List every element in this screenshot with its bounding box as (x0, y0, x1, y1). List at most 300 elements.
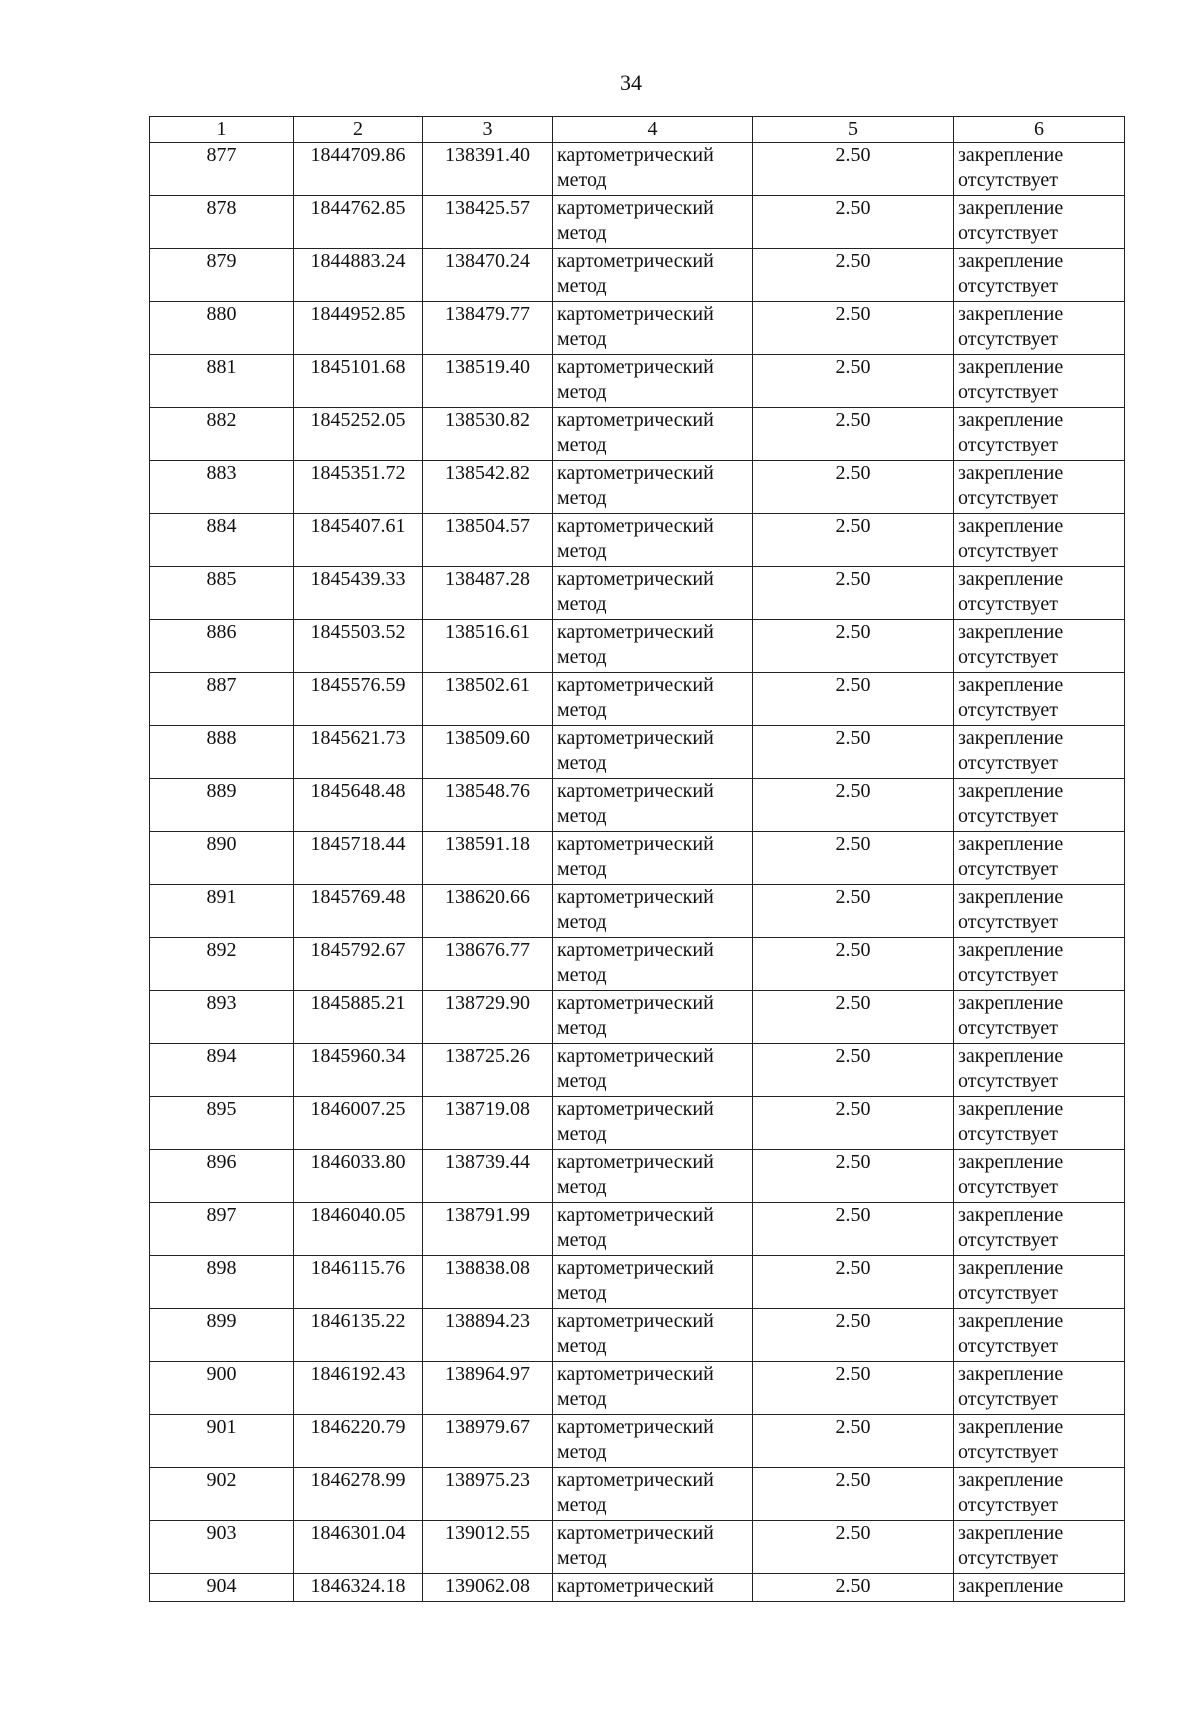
table-row (150, 1044, 1125, 1097)
coordinate-x-line: 1846007.25 (310, 1098, 406, 1120)
coordinate-x (294, 726, 423, 779)
fixing-description (954, 514, 1125, 567)
fixing-description-line: закрепление (958, 886, 1064, 908)
fixing-description-line: закрепление (958, 1522, 1064, 1544)
accuracy-line: 2.50 (835, 356, 871, 378)
coordinate-x-line: 1845885.21 (310, 992, 406, 1014)
coordinate-x (294, 832, 423, 885)
coordinate-x-line: 1846301.04 (310, 1522, 406, 1544)
point-number (150, 249, 294, 302)
accuracy (753, 302, 954, 355)
point-number (150, 1574, 294, 1602)
fixing-description-line: отсутствует (958, 858, 1059, 880)
coordinate-y (423, 196, 553, 249)
point-number-line: 880 (206, 303, 237, 325)
determination-method-line: картометрический (557, 1257, 714, 1279)
point-number (150, 355, 294, 408)
determination-method-line: метод (557, 699, 607, 721)
point-number-line: 896 (206, 1151, 237, 1173)
fixing-description-line: закрепление (958, 409, 1064, 431)
fixing-description-line: закрепление (958, 1469, 1064, 1491)
determination-method-line: картометрический (557, 1151, 714, 1173)
determination-method-line: картометрический (557, 992, 714, 1014)
determination-method (553, 885, 753, 938)
accuracy-line: 2.50 (835, 674, 871, 696)
coordinate-x (294, 196, 423, 249)
point-number-line: 886 (206, 621, 237, 643)
coordinate-y-line: 138725.26 (445, 1045, 530, 1067)
determination-method-line: метод (557, 328, 607, 350)
fixing-description (954, 832, 1125, 885)
coordinate-y-line: 138542.82 (445, 462, 530, 484)
determination-method (553, 832, 753, 885)
determination-method (553, 726, 753, 779)
determination-method-line: картометрический (557, 1416, 714, 1438)
fixing-description-line: закрепление (958, 515, 1064, 537)
table-row (150, 408, 1125, 461)
coordinate-y-line: 138470.24 (445, 250, 530, 272)
accuracy-line: 2.50 (835, 1469, 871, 1491)
coordinate-x-line: 1845503.52 (310, 621, 406, 643)
point-number-line: 884 (206, 515, 237, 537)
fixing-description-line: отсутствует (958, 752, 1059, 774)
point-number-line: 890 (206, 833, 237, 855)
coordinate-y (423, 514, 553, 567)
accuracy (753, 620, 954, 673)
determination-method-line: картометрический (557, 674, 714, 696)
coordinate-y-line: 138487.28 (445, 568, 530, 590)
coordinate-x-line: 1846040.05 (310, 1204, 406, 1226)
point-number-line: 898 (206, 1257, 237, 1279)
accuracy (753, 1203, 954, 1256)
point-number (150, 1097, 294, 1150)
coordinate-x (294, 938, 423, 991)
determination-method-line: картометрический (557, 1522, 714, 1544)
coordinate-x-line: 1845351.72 (310, 462, 406, 484)
coordinate-x (294, 143, 423, 196)
accuracy-line: 2.50 (835, 1310, 871, 1332)
point-number (150, 991, 294, 1044)
coordinate-y (423, 408, 553, 461)
coordinate-x (294, 620, 423, 673)
table-row (150, 1415, 1125, 1468)
fixing-description-line: закрепление (958, 1416, 1064, 1438)
determination-method-line: метод (557, 805, 607, 827)
point-number (150, 1150, 294, 1203)
coordinate-x (294, 1521, 423, 1574)
determination-method (553, 1574, 753, 1602)
coordinate-y-line: 138729.90 (445, 992, 530, 1014)
coordinate-y (423, 1097, 553, 1150)
determination-method-line: картометрический (557, 1363, 714, 1385)
accuracy-line: 2.50 (835, 462, 871, 484)
table-row (150, 355, 1125, 408)
table-row (150, 673, 1125, 726)
coordinate-x (294, 1097, 423, 1150)
table-row (150, 832, 1125, 885)
coordinate-y (423, 726, 553, 779)
accuracy (753, 1150, 954, 1203)
determination-method-line: метод (557, 169, 607, 191)
determination-method (553, 249, 753, 302)
point-number (150, 726, 294, 779)
coordinate-x-line: 1845576.59 (310, 674, 406, 696)
accuracy-line: 2.50 (835, 833, 871, 855)
point-number-line: 883 (206, 462, 237, 484)
table-body (150, 143, 1125, 1602)
fixing-description-line: отсутствует (958, 222, 1059, 244)
fixing-description-line: закрепление (958, 144, 1064, 166)
accuracy-line: 2.50 (835, 1416, 871, 1438)
determination-method-line: картометрический (557, 515, 714, 537)
header-cell: 4 (553, 117, 753, 143)
coordinate-x-line: 1844883.24 (310, 250, 406, 272)
table-row (150, 1097, 1125, 1150)
point-number (150, 1415, 294, 1468)
table-row (150, 1150, 1125, 1203)
determination-method-line: метод (557, 911, 607, 933)
fixing-description-line: закрепление (958, 992, 1064, 1014)
determination-method-line: метод (557, 381, 607, 403)
fixing-description-line: отсутствует (958, 487, 1059, 509)
determination-method (553, 196, 753, 249)
accuracy-line: 2.50 (835, 886, 871, 908)
accuracy (753, 1309, 954, 1362)
coordinate-y-line: 138838.08 (445, 1257, 530, 1279)
accuracy (753, 514, 954, 567)
fixing-description-line: отсутствует (958, 1335, 1059, 1357)
accuracy-line: 2.50 (835, 1204, 871, 1226)
point-number-line: 877 (206, 144, 237, 166)
accuracy-line: 2.50 (835, 568, 871, 590)
accuracy (753, 938, 954, 991)
coordinate-y (423, 249, 553, 302)
point-number-line: 903 (206, 1522, 237, 1544)
accuracy (753, 249, 954, 302)
determination-method-line: картометрический (557, 197, 714, 219)
coordinate-x (294, 991, 423, 1044)
determination-method-line: метод (557, 1229, 607, 1251)
coordinate-y-line: 138425.57 (445, 197, 530, 219)
point-number-line: 879 (206, 250, 237, 272)
accuracy (753, 1044, 954, 1097)
accuracy (753, 726, 954, 779)
determination-method (553, 991, 753, 1044)
determination-method (553, 1468, 753, 1521)
fixing-description-line: закрепление (958, 462, 1064, 484)
fixing-description (954, 143, 1125, 196)
accuracy (753, 1468, 954, 1521)
fixing-description-line: закрепление (958, 303, 1064, 325)
accuracy (753, 196, 954, 249)
determination-method-line: картометрический (557, 250, 714, 272)
determination-method (553, 567, 753, 620)
fixing-description-line: отсутствует (958, 1229, 1059, 1251)
accuracy-line: 2.50 (835, 1363, 871, 1385)
point-number-line: 891 (206, 886, 237, 908)
determination-method (553, 620, 753, 673)
coordinate-x (294, 408, 423, 461)
determination-method (553, 408, 753, 461)
coordinate-x-line: 1845718.44 (310, 833, 406, 855)
coordinate-x (294, 1468, 423, 1521)
header-cell: 6 (954, 117, 1125, 143)
determination-method-line: метод (557, 646, 607, 668)
header-row (150, 117, 1125, 143)
coordinate-x-line: 1845792.67 (310, 939, 406, 961)
coordinate-y-line: 138894.23 (445, 1310, 530, 1332)
accuracy-line: 2.50 (835, 515, 871, 537)
coordinate-x-line: 1844762.85 (310, 197, 406, 219)
point-number-line: 902 (206, 1469, 237, 1491)
fixing-description-line: закрепление (958, 939, 1064, 961)
coordinate-x-line: 1846033.80 (310, 1151, 406, 1173)
fixing-description-line: отсутствует (958, 1176, 1059, 1198)
coordinate-y (423, 355, 553, 408)
determination-method-line: картометрический (557, 1469, 714, 1491)
fixing-description-line: отсутствует (958, 169, 1059, 191)
header-cell: 2 (294, 117, 423, 143)
point-number (150, 1044, 294, 1097)
coordinate-y-line: 138591.18 (445, 833, 530, 855)
determination-method-line: метод (557, 1176, 607, 1198)
point-number (150, 1521, 294, 1574)
determination-method (553, 1150, 753, 1203)
point-number (150, 1256, 294, 1309)
accuracy (753, 355, 954, 408)
coordinate-x (294, 1362, 423, 1415)
coordinate-x (294, 1150, 423, 1203)
fixing-description (954, 302, 1125, 355)
coordinate-y (423, 1362, 553, 1415)
determination-method-line: картометрический (557, 409, 714, 431)
point-number-line: 887 (206, 674, 237, 696)
determination-method (553, 938, 753, 991)
coordinate-y (423, 461, 553, 514)
determination-method-line: картометрический (557, 833, 714, 855)
point-number (150, 514, 294, 567)
fixing-description (954, 885, 1125, 938)
coordinate-y-line: 138964.97 (445, 1363, 530, 1385)
table-row (150, 249, 1125, 302)
determination-method-line: картометрический (557, 303, 714, 325)
point-number-line: 892 (206, 939, 237, 961)
fixing-description (954, 779, 1125, 832)
accuracy (753, 1256, 954, 1309)
accuracy-line: 2.50 (835, 1045, 871, 1067)
determination-method-line: метод (557, 1070, 607, 1092)
fixing-description-line: отсутствует (958, 275, 1059, 297)
accuracy (753, 885, 954, 938)
coordinate-x-line: 1845769.48 (310, 886, 406, 908)
coordinate-x (294, 567, 423, 620)
coordinate-y (423, 302, 553, 355)
point-number (150, 196, 294, 249)
determination-method-line: метод (557, 964, 607, 986)
fixing-description-line: отсутствует (958, 1494, 1059, 1516)
fixing-description (954, 1574, 1125, 1602)
coordinate-x (294, 1044, 423, 1097)
table-row (150, 938, 1125, 991)
fixing-description-line: закрепление (958, 250, 1064, 272)
fixing-description-line: закрепление (958, 674, 1064, 696)
accuracy (753, 779, 954, 832)
coordinate-x (294, 1415, 423, 1468)
fixing-description-line: закрепление (958, 833, 1064, 855)
fixing-description-line: отсутствует (958, 1070, 1059, 1092)
point-number (150, 620, 294, 673)
point-number (150, 461, 294, 514)
fixing-description-line: отсутствует (958, 540, 1059, 562)
determination-method-line: картометрический (557, 780, 714, 802)
coordinate-x-line: 1845648.48 (310, 780, 406, 802)
determination-method (553, 514, 753, 567)
table-row (150, 1256, 1125, 1309)
fixing-description-line: отсутствует (958, 381, 1059, 403)
coordinate-x-line: 1846135.22 (310, 1310, 406, 1332)
coordinate-y (423, 1468, 553, 1521)
table-row (150, 620, 1125, 673)
determination-method-line: картометрический (557, 939, 714, 961)
coordinate-x (294, 302, 423, 355)
table-row (150, 567, 1125, 620)
coordinate-y (423, 1415, 553, 1468)
coordinate-y (423, 779, 553, 832)
determination-method-line: метод (557, 275, 607, 297)
determination-method-line: картометрический (557, 356, 714, 378)
coordinate-x (294, 355, 423, 408)
point-number (150, 408, 294, 461)
fixing-description-line: отсутствует (958, 434, 1059, 456)
fixing-description (954, 408, 1125, 461)
accuracy (753, 1097, 954, 1150)
coordinate-y-line: 139062.08 (445, 1575, 530, 1597)
point-number-line: 885 (206, 568, 237, 590)
coordinate-x-line: 1844952.85 (310, 303, 406, 325)
determination-method (553, 1415, 753, 1468)
fixing-description-line: отсутствует (958, 805, 1059, 827)
determination-method (553, 302, 753, 355)
table-row (150, 991, 1125, 1044)
determination-method-line: картометрический (557, 1575, 714, 1597)
fixing-description (954, 1521, 1125, 1574)
fixing-description-line: отсутствует (958, 699, 1059, 721)
determination-method (553, 779, 753, 832)
accuracy (753, 461, 954, 514)
determination-method-line: метод (557, 1017, 607, 1039)
coordinate-x (294, 1203, 423, 1256)
point-number (150, 673, 294, 726)
fixing-description-line: отсутствует (958, 328, 1059, 350)
determination-method-line: картометрический (557, 1098, 714, 1120)
coordinate-y (423, 1574, 553, 1602)
determination-method-line: метод (557, 1388, 607, 1410)
determination-method (553, 673, 753, 726)
fixing-description-line: отсутствует (958, 1388, 1059, 1410)
coordinate-x (294, 1309, 423, 1362)
accuracy (753, 1362, 954, 1415)
coordinate-y (423, 620, 553, 673)
coordinate-y-line: 138975.23 (445, 1469, 530, 1491)
page-number: 34 (620, 70, 642, 95)
determination-method-line: картометрический (557, 568, 714, 590)
fixing-description-line: закрепление (958, 1045, 1064, 1067)
coordinate-y-line: 138530.82 (445, 409, 530, 431)
point-number-line: 901 (206, 1416, 237, 1438)
table-row (150, 885, 1125, 938)
fixing-description (954, 1415, 1125, 1468)
fixing-description (954, 1256, 1125, 1309)
coordinate-x (294, 514, 423, 567)
determination-method-line: метод (557, 222, 607, 244)
fixing-description-line: отсутствует (958, 911, 1059, 933)
coordinate-x-line: 1844709.86 (310, 144, 406, 166)
determination-method-line: метод (557, 1335, 607, 1357)
determination-method (553, 1256, 753, 1309)
coordinate-x-line: 1846192.43 (310, 1363, 406, 1385)
determination-method-line: картометрический (557, 144, 714, 166)
coordinate-x-line: 1846115.76 (310, 1257, 406, 1279)
fixing-description (954, 249, 1125, 302)
fixing-description (954, 1309, 1125, 1362)
point-number (150, 143, 294, 196)
coordinate-x-line: 1846220.79 (310, 1416, 406, 1438)
coordinate-y-line: 138979.67 (445, 1416, 530, 1438)
fixing-description-line: закрепление (958, 1151, 1064, 1173)
fixing-description-line: закрепление (958, 1310, 1064, 1332)
accuracy-line: 2.50 (835, 250, 871, 272)
fixing-description-line: отсутствует (958, 1441, 1059, 1463)
fixing-description-line: отсутствует (958, 1123, 1059, 1145)
table-row (150, 779, 1125, 832)
coordinate-y (423, 885, 553, 938)
table-row (150, 1362, 1125, 1415)
point-number (150, 1362, 294, 1415)
determination-method-line: метод (557, 1123, 607, 1145)
coordinate-y-line: 138620.66 (445, 886, 530, 908)
determination-method (553, 355, 753, 408)
coordinate-y-line: 138791.99 (445, 1204, 530, 1226)
point-number-line: 889 (206, 780, 237, 802)
determination-method-line: метод (557, 540, 607, 562)
coordinate-y (423, 1309, 553, 1362)
determination-method-line: картометрический (557, 1204, 714, 1226)
table-row (150, 1521, 1125, 1574)
coordinate-y-line: 138516.61 (445, 621, 530, 643)
coordinate-x (294, 885, 423, 938)
accuracy-line: 2.50 (835, 1522, 871, 1544)
determination-method (553, 1309, 753, 1362)
accuracy-line: 2.50 (835, 992, 871, 1014)
fixing-description (954, 1150, 1125, 1203)
accuracy-line: 2.50 (835, 144, 871, 166)
coordinate-y-line: 138739.44 (445, 1151, 530, 1173)
determination-method-line: метод (557, 1494, 607, 1516)
accuracy (753, 673, 954, 726)
determination-method-line: метод (557, 1441, 607, 1463)
fixing-description-line: отсутствует (958, 1547, 1059, 1569)
table-row (150, 726, 1125, 779)
accuracy-line: 2.50 (835, 1098, 871, 1120)
fixing-description-line: закрепление (958, 780, 1064, 802)
fixing-description-line: закрепление (958, 568, 1064, 590)
point-number (150, 1468, 294, 1521)
table-row (150, 514, 1125, 567)
header-cell: 5 (753, 117, 954, 143)
determination-method-line: метод (557, 434, 607, 456)
coordinate-y-line: 138548.76 (445, 780, 530, 802)
fixing-description-line: закрепление (958, 1363, 1064, 1385)
